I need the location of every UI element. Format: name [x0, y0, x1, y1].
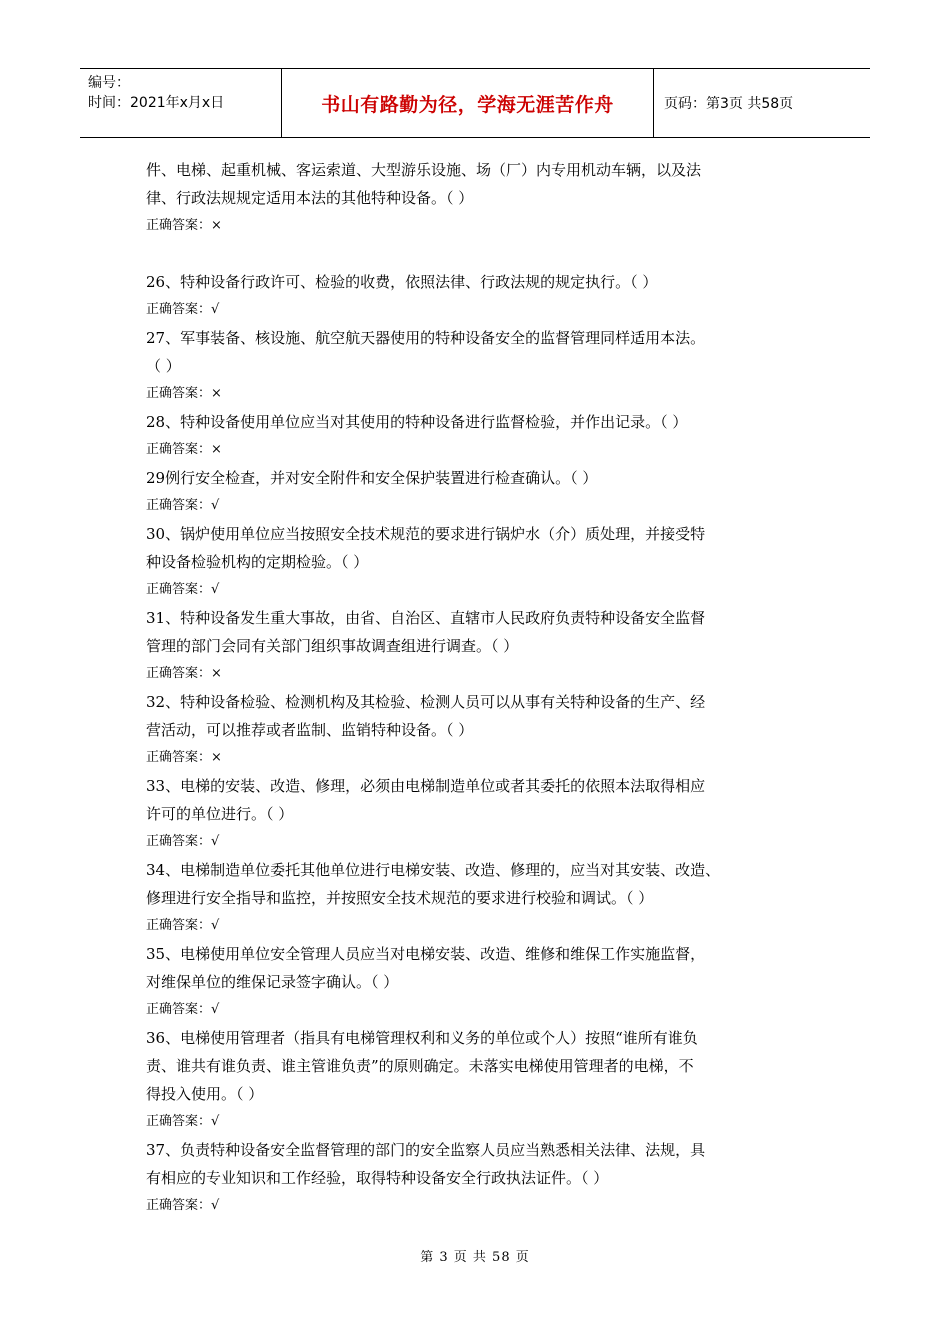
question-answer: 正确答案：√ — [146, 1002, 220, 1017]
intro-line: 律、行政法规规定适用本法的其他特种设备。（ ） — [146, 189, 474, 207]
question-text-line: 31、特种设备发生重大事故，由省、自治区、直辖市人民政府负责特种设备安全监督 — [146, 609, 706, 627]
question-text-line: 37、负责特种设备安全监督管理的部门的安全监察人员应当熟悉相关法律、法规，具 — [146, 1141, 706, 1159]
question-text-line: 对维保单位的维保记录签字确认。（ ） — [146, 973, 399, 991]
intro-line: 件、电梯、起重机械、客运索道、大型游乐设施、场（厂）内专用机动车辆，以及法 — [146, 161, 702, 179]
question-answer: 正确答案：√ — [146, 498, 220, 513]
question-item — [146, 464, 806, 520]
page-footer: 第 3 页 共 58 页 — [420, 1250, 530, 1265]
question-item — [146, 688, 806, 772]
question-answer: 正确答案：√ — [146, 1198, 220, 1213]
question-text-line: 35、电梯使用单位安全管理人员应当对电梯安装、改造、维修和维保工作实施监督， — [146, 945, 706, 963]
question-text-line: 许可的单位进行。（ ） — [146, 805, 294, 823]
question-text-line: 29例行安全检查，并对安全附件和安全保护装置进行检查确认。（ ） — [146, 469, 598, 487]
question-answer: 正确答案：√ — [146, 918, 220, 933]
question-text-line: 修理进行安全指导和监控，并按照安全技术规范的要求进行校验和调试。（ ） — [146, 889, 654, 907]
question-item — [146, 772, 806, 856]
question-text-line: 30、锅炉使用单位应当按照安全技术规范的要求进行锅炉水（介）质处理，并接受特 — [146, 525, 706, 543]
question-item — [146, 408, 806, 464]
question-text-line: 34、电梯制造单位委托其他单位进行电梯安装、改造、修理的，应当对其安装、改造、 — [146, 861, 721, 879]
question-answer: 正确答案：× — [146, 666, 222, 681]
header-page-cell — [654, 69, 870, 137]
question-item — [146, 324, 806, 408]
question-item — [146, 268, 806, 324]
intro-answer: 正确答案：× — [146, 218, 222, 233]
document-time: 时间：2021年x月x日 — [88, 95, 225, 111]
question-answer: 正确答案：√ — [146, 302, 220, 317]
question-item — [146, 856, 806, 940]
question-answer: 正确答案：√ — [146, 834, 220, 849]
question-text-line: 36、电梯使用管理者（指具有电梯管理权利和义务的单位或个人）按照“谁所有谁负 — [146, 1029, 698, 1047]
question-answer: 正确答案：× — [146, 750, 222, 765]
question-text-line: 得投入使用。（ ） — [146, 1085, 264, 1103]
question-text-line: 有相应的专业知识和工作经验，取得特种设备安全行政执法证件。（ ） — [146, 1169, 609, 1187]
question-text-line: 28、特种设备使用单位应当对其使用的特种设备进行监督检验，并作出记录。（ ） — [146, 413, 688, 431]
page-header — [80, 68, 870, 138]
spacer — [146, 240, 806, 268]
question-text-line: 33、电梯的安装、改造、修理，必须由电梯制造单位或者其委托的依照本法取得相应 — [146, 777, 706, 795]
question-item — [146, 1024, 806, 1136]
question-text-line: 责、谁共有谁负责、谁主管谁负责”的原则确定。未落实电梯使用管理者的电梯，不 — [146, 1057, 694, 1075]
question-list — [146, 268, 806, 1220]
question-text-line: （ ） — [146, 357, 181, 375]
question-answer: 正确答案：√ — [146, 582, 220, 597]
question-text-line: 27、军事装备、核设施、航空航天器使用的特种设备安全的监督管理同样适用本法。 — [146, 329, 706, 347]
question-answer: 正确答案：× — [146, 442, 222, 457]
question-item — [146, 604, 806, 688]
header-page-info: 页码：第3页 共58页 — [664, 96, 794, 112]
question-item — [146, 940, 806, 1024]
header-motto: 书山有路勤为径，学海无涯苦作舟 — [321, 93, 614, 116]
header-motto-cell — [282, 69, 654, 137]
question-text-line: 26、特种设备行政许可、检验的收费，依照法律、行政法规的规定执行。（ ） — [146, 273, 658, 291]
question-item — [146, 520, 806, 604]
document-body — [146, 156, 806, 1220]
document-id-label: 编号： — [88, 75, 130, 91]
question-answer: 正确答案：√ — [146, 1114, 220, 1129]
question-text-line: 营活动，可以推荐或者监制、监销特种设备。（ ） — [146, 721, 474, 739]
question-text-line: 32、特种设备检验、检测机构及其检验、检测人员可以从事有关特种设备的生产、经 — [146, 693, 706, 711]
question-item — [146, 1136, 806, 1220]
question-text-line: 种设备检验机构的定期检验。（ ） — [146, 553, 369, 571]
question-answer: 正确答案：× — [146, 386, 222, 401]
question-text-line: 管理的部门会同有关部门组织事故调查组进行调查。（ ） — [146, 637, 519, 655]
header-meta-cell — [80, 69, 282, 137]
